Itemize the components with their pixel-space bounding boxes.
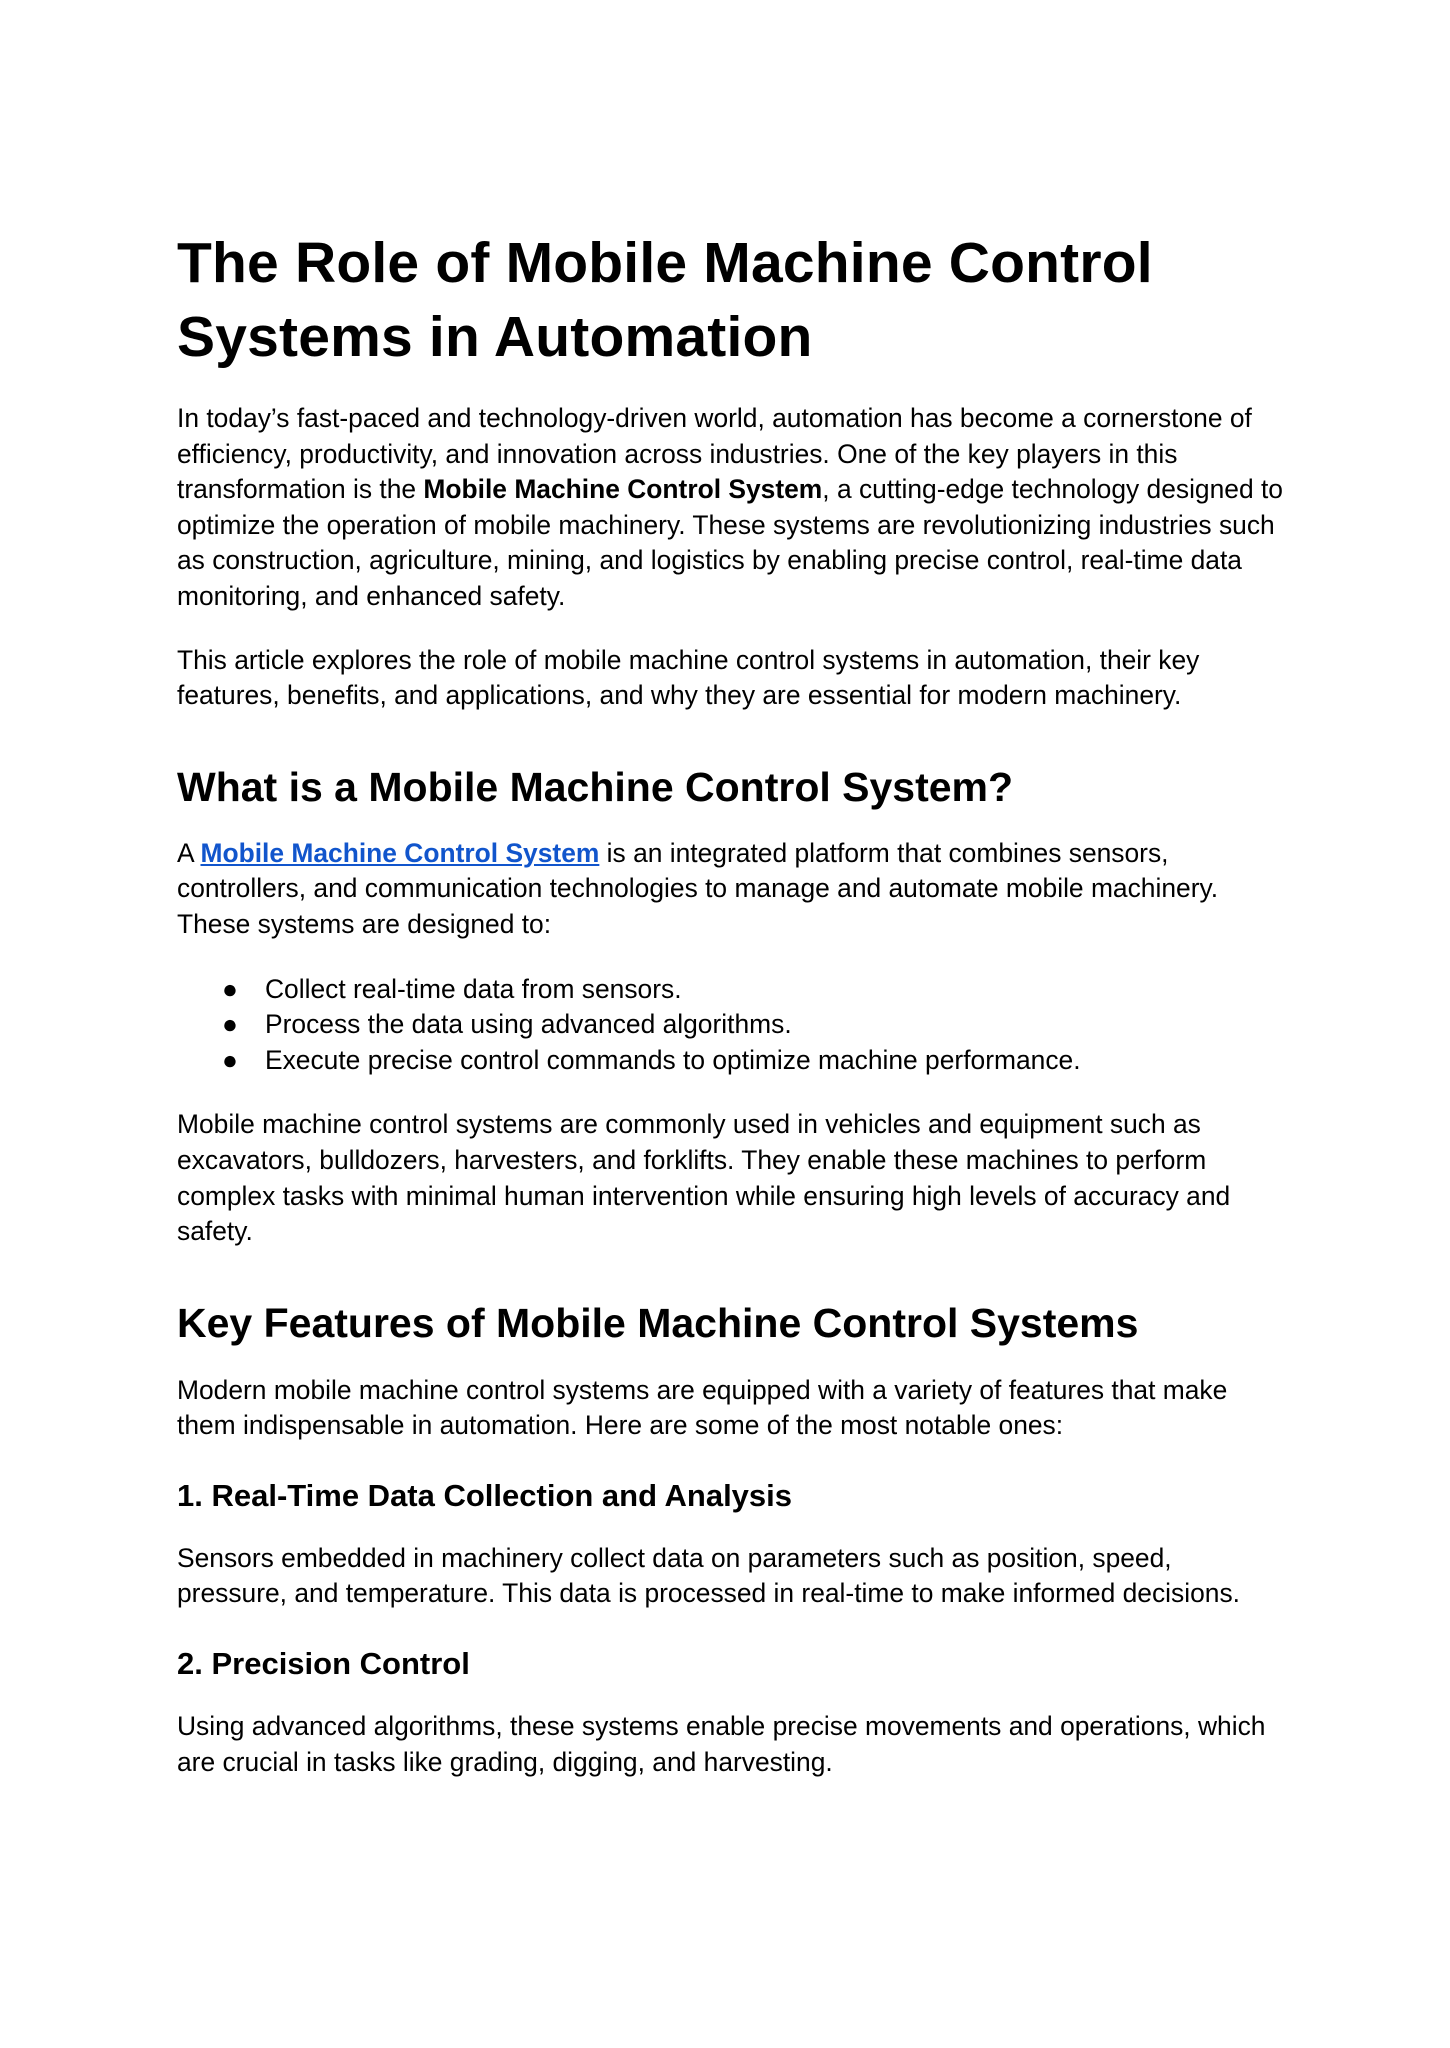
document-page [177,226,1287,1780]
bullet-icon: ● [222,1044,238,1075]
what-paragraph [177,836,1287,943]
what-paragraph-2: Mobile machine control systems are commonly used in vehicles and equipment such as excavators, bulldozers, harvesters, and forklifts. They enable these machines to perform complex tasks with minimal human intervention while ensuring high levels of accuracy and safety. [177,1109,1231,1247]
mobile-machine-control-system-link[interactable]: Mobile Machine Control System [200,837,600,868]
intro-text-end: , a cutting-edge technology designed to optimize the operation of mobile machinery. These systems are revolutionizing industries such as construction, agriculture, mining, and logistics by enabling precise control, real-time data monitoring, and enhanced safety. [177,474,1283,611]
list-item-text: Process the data using advanced algorithms. [265,1009,792,1040]
features-intro: Modern mobile machine control systems are equipped with a variety of features that make them indispensable in automation. Here are some of the most notable ones: [177,1374,1228,1441]
feature-text: Sensors embedded in machinery collect data on parameters such as position, speed, pressure, and temperature. This data is processed in real-time to make informed decisions. [177,1542,1240,1609]
what-text-suffix: is an integrated platform that combines sensors, controllers, and communication technologies to manage and automate mobile machinery. These systems are designed to: [177,837,1219,939]
intro-paragraph-2: This article explores the role of mobile machine control systems in automation, their key features, benefits, and applications, and why they are essential for modern machinery. [177,644,1200,711]
feature-heading: 1. Real-Time Data Collection and Analysis [177,1477,793,1513]
section-heading-what: What is a Mobile Machine Control System? [177,763,1014,810]
bullet-list [177,972,1287,1079]
intro-text-start: In today’s fast-paced and technology-driven world, automation has become a cornerstone of efficiency, productivity, and innovation across industries. One of the key players in this transformation is the [177,403,1252,505]
list-item [177,1043,1287,1079]
intro-bold-term: Mobile Machine Control System [423,474,823,505]
what-text-prefix: A [177,837,201,868]
list-item-text: Collect real-time data from sensors. [265,973,682,1004]
list-item [177,972,1287,1008]
section-heading-features: Key Features of Mobile Machine Control Systems [177,1299,1139,1346]
intro-paragraph [177,401,1287,615]
list-item [177,1007,1287,1043]
page-title: The Role of Mobile Machine Control Systems in Automation [177,231,1153,369]
feature-heading: 2. Precision Control [177,1646,470,1682]
bullet-icon: ● [222,973,238,1004]
bullet-icon: ● [222,1009,238,1040]
list-item-text: Execute precise control commands to optimize machine performance. [265,1044,1081,1075]
feature-text: Using advanced algorithms, these systems enable precise movements and operations, which are crucial in tasks like grading, digging, and harvesting. [177,1711,1266,1777]
